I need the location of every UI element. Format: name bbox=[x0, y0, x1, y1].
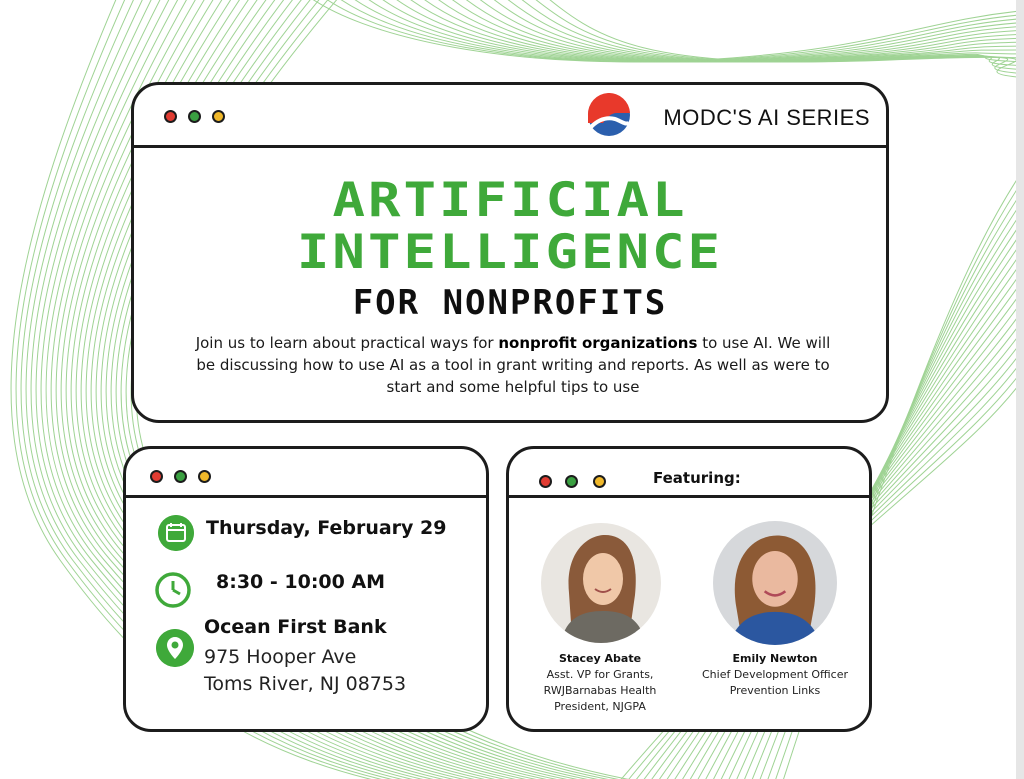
background-wave-line bbox=[524, 0, 1024, 74]
event-address-line1: 975 Hooper Ave bbox=[204, 646, 357, 668]
subtitle-for-nonprofits: FOR NONPROFITS bbox=[352, 283, 668, 323]
speaker-role bbox=[523, 667, 677, 715]
featuring-card bbox=[506, 446, 872, 732]
speaker-photo-stacey bbox=[541, 523, 661, 643]
clock-icon bbox=[154, 571, 192, 609]
window-dot-green bbox=[188, 110, 201, 123]
title-intelligence: INTELLIGENCE bbox=[296, 223, 724, 280]
speaker-name: Emily Newton bbox=[732, 652, 818, 665]
speaker-role-line: RWJBarnabas Health bbox=[543, 684, 657, 697]
series-brand-title: MODC'S AI SERIES bbox=[663, 105, 870, 130]
speaker-photo-emily bbox=[713, 521, 837, 645]
description-bold-text: nonprofit organizations bbox=[498, 334, 698, 352]
calendar-icon bbox=[158, 515, 194, 551]
event-address-line2: Toms River, NJ 08753 bbox=[204, 673, 407, 695]
featuring-window-bar bbox=[509, 449, 869, 498]
page-edge-strip bbox=[1016, 0, 1024, 779]
event-date: Thursday, February 29 bbox=[206, 517, 447, 539]
event-description bbox=[194, 332, 832, 398]
window-dot-yellow bbox=[593, 475, 606, 488]
speaker-role-line: Chief Development Officer bbox=[701, 668, 849, 681]
window-dot-red bbox=[164, 110, 177, 123]
description-text: Join us to learn about practical ways for bbox=[195, 334, 499, 352]
description-text-end: to use AI. We will be discussing how to use AI as a tool in grant writing and reports. As well as were to start and some helpful tips to use bbox=[196, 334, 831, 396]
title-artificial: ARTIFICIAL bbox=[332, 171, 688, 228]
details-window-bar bbox=[126, 449, 486, 498]
event-time: 8:30 - 10:00 AM bbox=[216, 571, 386, 593]
modc-logo-icon bbox=[587, 93, 631, 137]
window-dot-yellow bbox=[212, 110, 225, 123]
window-dot-red bbox=[539, 475, 552, 488]
window-dot-red bbox=[150, 470, 163, 483]
main-window-card bbox=[131, 82, 889, 423]
speaker-role bbox=[689, 667, 861, 699]
background-wave-line bbox=[538, 0, 1024, 78]
speaker-name: Stacey Abate bbox=[558, 652, 642, 665]
event-venue: Ocean First Bank bbox=[204, 616, 387, 638]
window-dot-green bbox=[174, 470, 187, 483]
speaker-role-line: Asst. VP for Grants, bbox=[546, 668, 654, 681]
featuring-label: Featuring: bbox=[653, 469, 741, 487]
speaker-role-line: Prevention Links bbox=[729, 684, 821, 697]
speaker-role-line: President, NJGPA bbox=[554, 700, 646, 713]
location-pin-icon bbox=[156, 629, 194, 667]
event-details-card bbox=[123, 446, 489, 732]
window-dot-yellow bbox=[198, 470, 211, 483]
main-window-bar bbox=[134, 85, 886, 148]
window-dot-green bbox=[565, 475, 578, 488]
background-wave-line bbox=[412, 0, 1024, 62]
